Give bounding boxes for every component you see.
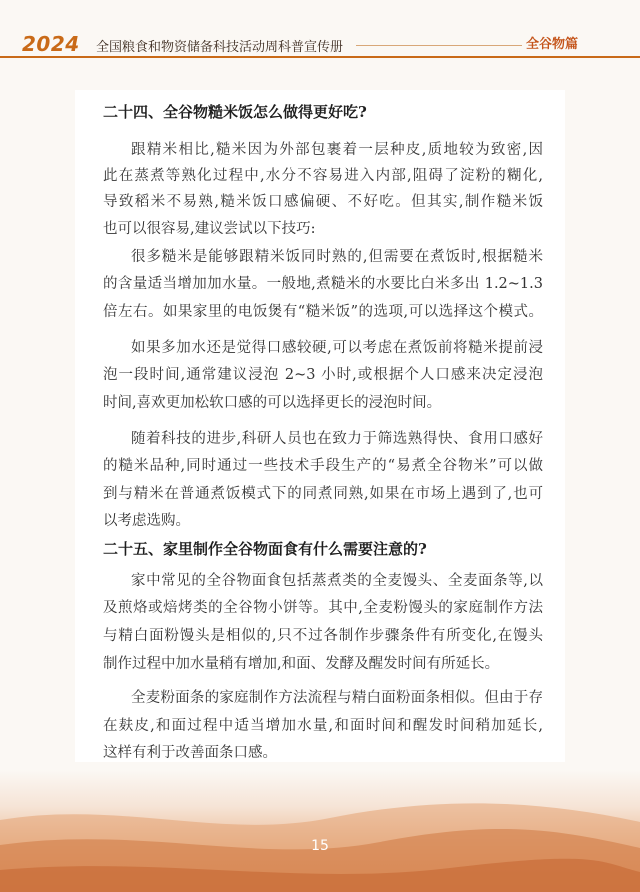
q24-line-2: 此在蒸煮等熟化过程中,水分不容易进入内部,阻碍了淀粉的糊化,: [103, 168, 543, 184]
q24-line-8: 如果多加水还是觉得口感较硬,可以考虑在煮饭前将糙米提前浸: [131, 340, 543, 356]
q24-line-4: 也可以很容易,建议尝试以下技巧:: [103, 221, 316, 237]
header-category: 全谷物篇: [526, 37, 579, 52]
q25-line-3: 与精白面粉馒头是相似的,只不过各制作步骤条件有所变化,在馒头: [103, 628, 543, 644]
page-number: 15: [311, 838, 329, 854]
q24-line-12: 的糙米品种,同时通过一些技术手段生产的“易煮全谷物米”可以做: [103, 458, 543, 474]
q25-line-2: 及煎烙或焙烤类的全谷物小饼等。其中,全麦粉馒头的家庭制作方法: [103, 600, 543, 616]
question-24-title: 二十四、全谷物糙米饭怎么做得更好吃?: [103, 103, 367, 121]
q24-line-11: 随着科技的进步,科研人员也在致力于筛选熟得快、食用口感好: [131, 431, 543, 447]
q24-line-6: 的含量适当增加加水量。一般地,煮糙米的水要比白米多出 1.2~1.3: [103, 276, 543, 292]
q24-line-7: 倍左右。如果家里的电饭煲有“糙米饭”的选项,可以选择这个模式。: [103, 304, 543, 320]
question-25-title: 二十五、家里制作全谷物面食有什么需要注意的?: [103, 540, 427, 558]
header-title: 全国粮食和物资储备科技活动周科普宣传册: [96, 40, 344, 55]
q24-line-14: 以考虑选购。: [103, 513, 190, 529]
q24-line-3: 导致稻米不易熟,糙米饭口感偏硬、不好吃。但其实,制作糙米饭: [103, 194, 543, 210]
q25-line-4: 制作过程中加水量稍有增加,和面、发酵及醒发时间有所延长。: [103, 656, 500, 672]
q24-line-10: 时间,喜欢更加松软口感的可以选择更长的浸泡时间。: [103, 395, 442, 411]
header-year: 2024: [22, 32, 80, 56]
q24-line-5: 很多糙米是能够跟精米饭同时熟的,但需要在煮饭时,根据糙米: [131, 249, 543, 265]
q24-line-13: 到与精米在普通煮饭模式下的同煮同熟,如果在市场上遇到了,也可: [103, 486, 543, 502]
page-header: [0, 0, 640, 62]
q25-line-6: 在麸皮,和面过程中适当增加水量,和面时间和醒发时间稍加延长,: [103, 718, 543, 734]
q25-line-1: 家中常见的全谷物面食包括蒸煮类的全麦馒头、全麦面条等,以: [131, 573, 543, 589]
header-divider: [356, 45, 522, 46]
header-underline: [0, 56, 640, 58]
q24-line-1: 跟精米相比,糙米因为外部包裹着一层种皮,质地较为致密,因: [131, 142, 543, 158]
q25-line-7: 这样有利于改善面条口感。: [103, 745, 277, 761]
q25-line-5: 全麦粉面条的家庭制作方法流程与精白面粉面条相似。但由于存: [131, 690, 543, 706]
q24-line-9: 泡一段时间,通常建议浸泡 2~3 小时,或根据个人口感来决定浸泡: [103, 367, 543, 383]
